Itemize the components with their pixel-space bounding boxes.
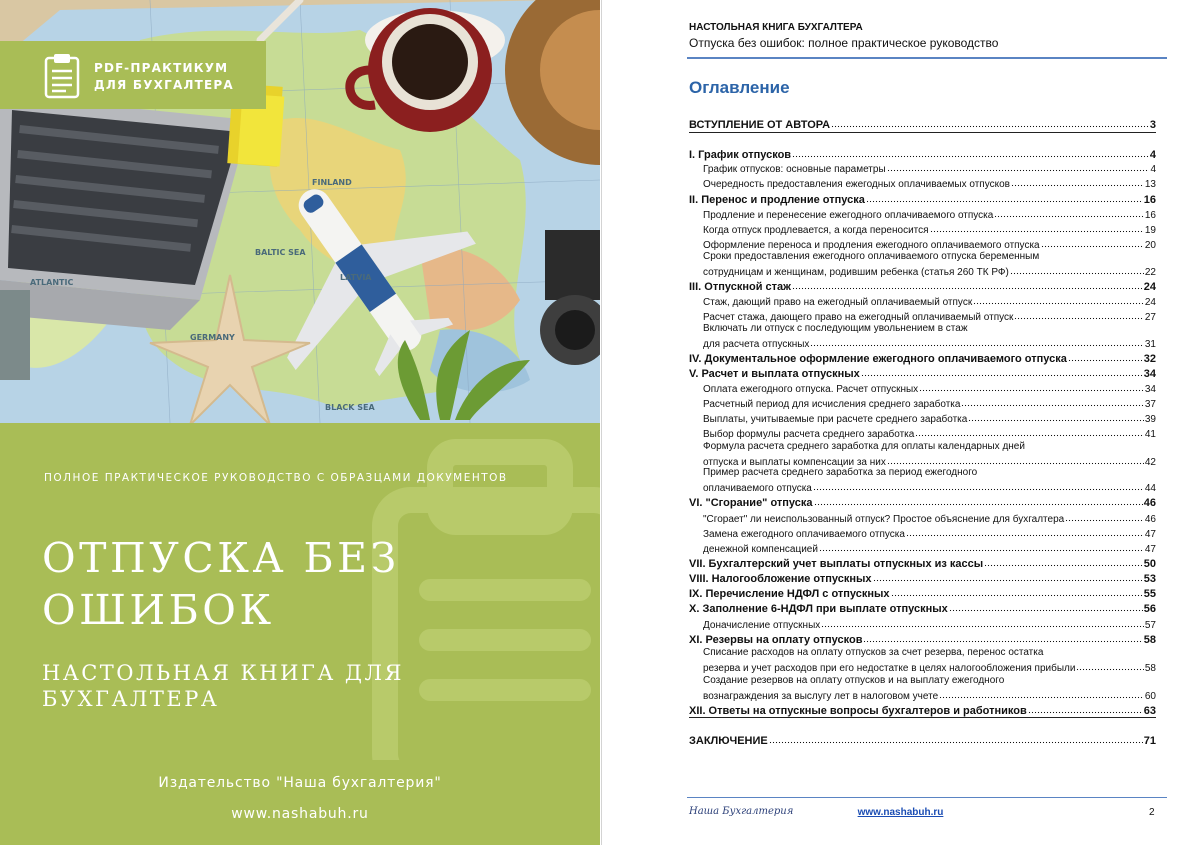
page-number: 2 [1149,807,1155,818]
toc-entry[interactable]: Создание резервов на оплату отпусков и на выплату ежегодного вознаграждения за выслугу лет в налоговом учете 60 [703,675,1156,702]
toc-entry[interactable]: IX. Перечисление НДФЛ с отпускных 55 [689,585,1156,601]
footer-rule [687,797,1167,798]
clipboard-icon [44,53,80,104]
toc-entry[interactable]: XI. Резервы на оплату отпусков 58 [689,631,1156,647]
toc-entry[interactable]: VIII. Налогообложение отпускных 53 [689,570,1156,586]
svg-text:GERMANY: GERMANY [190,333,235,342]
toc-page [601,0,1200,845]
toc-entry[interactable]: VII. Бухгалтерский учет выплаты отпускных из кассы 50 [689,555,1156,571]
svg-text:BLACK SEA: BLACK SEA [325,403,375,412]
svg-text:FINLAND: FINLAND [312,178,352,187]
toc-entry[interactable]: Сроки предоставления ежегодного оплачиваемого отпуска беременным сотрудницам и женщинам, родившим ребенка (статья 260 ТК РФ) 22 [703,251,1156,278]
toc-entry[interactable]: Оформление переноса и продления ежегодного оплачиваемого отпуска 20 [689,236,1156,252]
toc-entry[interactable]: Оплата ежегодного отпуска. Расчет отпускных 34 [689,380,1156,396]
toc-entry[interactable]: Продление и перенесение ежегодного оплачиваемого отпуска 16 [689,206,1156,222]
publisher-logo: Наша Бухгалтерия [689,806,794,817]
svg-text:LATVIA: LATVIA [340,273,372,282]
toc-entry[interactable]: Расчетный период для исчисления среднего заработка 37 [689,395,1156,411]
toc-entry[interactable]: ЗАКЛЮЧЕНИЕ 71 [689,732,1156,748]
toc-entry[interactable]: Списание расходов на оплату отпусков за счет резерва, перенос остатка резерва и учет расходов при его недостатке в целях налогообложения прибыли 58 [703,647,1156,674]
cover-subtitle: ПОЛНОЕ ПРАКТИЧЕСКОЕ РУКОВОДСТВО С ОБРАЗЦАМИ ДОКУМЕНТОВ [44,472,508,484]
badge-label: PDF-ПРАКТИКУМ ДЛЯ БУХГАЛТЕРА [94,61,234,92]
pdf-practicum-badge [0,41,266,109]
toc-entry[interactable]: Включать ли отпуск с последующим увольнением в стаж для расчета отпускных 31 [703,323,1156,350]
header-rule [687,57,1167,59]
cover-title: ОТПУСКА БЕЗ ОШИБОК [42,534,400,634]
cover-publisher: Издательство "Наша бухгалтерия" [158,775,442,791]
toc-entry[interactable]: XII. Ответы на отпускные вопросы бухгалтеров и работников 63 [689,702,1156,718]
svg-text:ATLANTIC: ATLANTIC [30,278,74,287]
doc-header-subtitle: Отпуска без ошибок: полное практическое руководство [689,36,999,50]
doc-header-title: НАСТОЛЬНАЯ КНИГА БУХГАЛТЕРА [689,22,863,33]
toc-entry[interactable]: VI. "Сгорание" отпуска 46 [689,494,1156,510]
svg-text:BALTIC SEA: BALTIC SEA [255,248,306,257]
toc-entry[interactable]: Пример расчета среднего заработка за период ежегодного оплачиваемого отпуска 44 [703,467,1156,494]
toc-entry[interactable]: денежной компенсацией 47 [689,540,1156,556]
cover-website[interactable]: www.nashabuh.ru [231,806,369,822]
toc-entry[interactable]: II. Перенос и продление отпуска 16 [689,191,1156,207]
toc-heading: Оглавление [689,78,790,97]
toc-entry[interactable]: "Сгорает" ли неиспользованный отпуск? Простое объяснение для бухгалтера 46 [689,510,1156,526]
toc-entry[interactable]: Доначисление отпускных 57 [689,616,1156,632]
footer-website-link[interactable]: www.nashabuh.ru [857,807,944,818]
toc-entry[interactable]: V. Расчет и выплата отпускных 34 [689,365,1156,381]
toc-entry[interactable]: X. Заполнение 6-НДФЛ при выплате отпускных 56 [689,600,1156,616]
cover-book-title: НАСТОЛЬНАЯ КНИГА ДЛЯ БУХГАЛТЕРА [42,661,404,711]
toc-entry[interactable]: ВСТУПЛЕНИЕ ОТ АВТОРА 3 [689,116,1156,132]
toc-entry[interactable]: Замена ежегодного оплачиваемого отпуска 47 [689,525,1156,541]
toc-entry[interactable]: Стаж, дающий право на ежегодный оплачиваемый отпуск 24 [689,293,1156,309]
toc-entry[interactable]: Формула расчета среднего заработка для оплаты календарных дней отпуска и выплаты компенсации за них 42 [703,441,1156,468]
toc-entry[interactable]: Выбор формулы расчета среднего заработка 41 [689,425,1156,441]
toc-entry[interactable]: Когда отпуск продлевается, а когда переносится 19 [689,221,1156,237]
toc-entry[interactable]: Расчет стажа, дающего право на ежегодный оплачиваемый отпуск 27 [689,308,1156,324]
toc-entry[interactable]: Очередность предоставления ежегодных оплачиваемых отпусков 13 [689,175,1156,191]
toc-entry[interactable]: III. Отпускной стаж 24 [689,278,1156,294]
toc-entry[interactable]: График отпусков: основные параметры 4 [689,160,1156,176]
toc-entry[interactable]: Выплаты, учитываемые при расчете среднего заработка 39 [689,410,1156,426]
toc-divider [689,132,1156,133]
toc-entry[interactable]: IV. Документальное оформление ежегодного оплачиваемого отпуска 32 [689,350,1156,366]
toc-entry[interactable]: I. График отпусков 4 [689,146,1156,162]
toc-divider [689,717,1156,718]
